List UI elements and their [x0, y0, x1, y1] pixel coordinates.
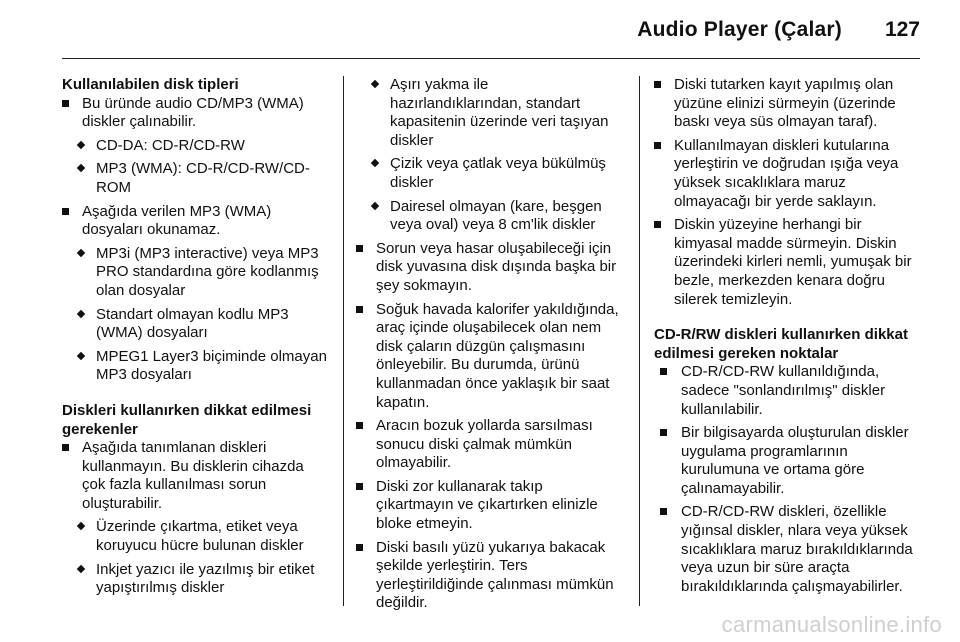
section-heading: Kullanılabilen disk tipleri: [62, 76, 239, 93]
square-bullet-icon: [62, 100, 69, 107]
list-item-text: Sorun veya hasar oluşabileceği için disk yuvasına disk dışında başka bir şey sokmayın.: [376, 239, 617, 294]
page-number: 127: [884, 18, 920, 41]
header-divider: [62, 58, 920, 59]
section-heading: CD-R/RW diskleri kullanırken dikkat edilmesi gereken noktalar: [654, 326, 908, 362]
list-item-text: Aşırı yakma ile hazırlandıklarından, standart kapasitenin üzerinde veri taşıyan diskler: [390, 76, 609, 149]
list-item: [654, 424, 920, 498]
list-item: [356, 417, 622, 473]
sub-list-item: [62, 160, 328, 197]
square-bullet-icon: [356, 483, 363, 490]
square-bullet-icon: [356, 245, 363, 252]
list-item-text: Diski tutarken kayıt yapılmış olan yüzüne elinizi sürmeyin (üzerinde baskı veya süs olmayan taraf).: [674, 76, 896, 131]
square-bullet-icon: [356, 306, 363, 313]
list-item: [654, 137, 920, 211]
list-item: [62, 203, 328, 240]
sub-list-item: [356, 155, 622, 192]
list-item-text: CD-R/CD-RW diskleri, özellikle yığınsal diskler, nlara veya yüksek sıcaklıklara maruz bırakıldıklarında veya uzun bir süre araçta bırakıldıklarında çalışmayabilirler.: [681, 503, 913, 595]
list-item: [356, 478, 622, 534]
list-item-text: Üzerinde çıkartma, etiket veya koruyucu hücre bulunan diskler: [96, 518, 304, 555]
square-bullet-icon: [654, 142, 661, 149]
list-item-text: Inkjet yazıcı ile yazılmış bir etiket yapıştırılmış diskler: [96, 560, 315, 597]
column-divider: [639, 76, 640, 606]
list-item: [654, 216, 920, 309]
list-item: [356, 539, 622, 613]
list-item-text: Diski zor kullanarak takıp çıkartmayın ve çıkartırken elinizle bloke etmeyin.: [376, 477, 598, 533]
list-item: [654, 503, 920, 596]
sub-list-item: [62, 306, 328, 343]
section-heading: Diskleri kullanırken dikkat edilmesi gerekenler: [62, 401, 312, 438]
square-bullet-icon: [356, 544, 363, 551]
square-bullet-icon: [660, 508, 667, 515]
list-item-text: Çizik veya çatlak veya bükülmüş diskler: [390, 155, 606, 191]
square-bullet-icon: [654, 81, 661, 88]
square-bullet-icon: [660, 429, 667, 436]
list-item-text: CD-DA: CD-R/CD-RW: [96, 136, 245, 154]
diamond-bullet-icon: [77, 249, 85, 257]
square-bullet-icon: [62, 208, 69, 215]
list-item-text: Kullanılmayan diskleri kutularına yerleştirin ve doğrudan ışığa veya yüksek sıcaklıklara maruz olmayacağı bir yerde saklayın.: [674, 136, 899, 210]
list-item: [62, 95, 328, 132]
list-item-text: Diski basılı yüzü yukarıya bakacak şekilde yerleştirin. Ters yerleştirildiğinde çalınması mümkün değildir.: [376, 538, 614, 612]
sub-list-item: [62, 137, 328, 156]
square-bullet-icon: [654, 221, 661, 228]
diamond-bullet-icon: [77, 522, 85, 530]
column-2: [356, 76, 622, 618]
square-bullet-icon: [356, 422, 363, 429]
list-item-text: Aşağıda tanımlanan diskleri kullanmayın. Bu disklerin cihazda çok fazla kullanılması sorun oluşturabilir.: [82, 439, 304, 512]
column-1: [62, 76, 328, 603]
sub-list-item: [62, 348, 328, 385]
list-item: [654, 76, 920, 132]
sub-list-item: [356, 76, 622, 150]
page-title: Audio Player (Çalar): [637, 18, 842, 41]
list-item: [356, 301, 622, 413]
list-item-text: Standart olmayan kodlu MP3 (WMA) dosyaları: [96, 305, 289, 342]
diamond-bullet-icon: [77, 164, 85, 172]
list-item: [356, 240, 622, 296]
diamond-bullet-icon: [77, 351, 85, 359]
list-item-text: Dairesel olmayan (kare, beşgen veya oval) veya 8 cm'lik diskler: [390, 197, 602, 234]
diamond-bullet-icon: [77, 141, 85, 149]
sub-list-item: [356, 198, 622, 235]
list-item-text: CD-R/CD-RW kullanıldığında, sadece "sonlandırılmış" diskler kullanılabilir.: [681, 363, 886, 418]
list-item-text: Aşağıda verilen MP3 (WMA) dosyaları okunamaz.: [82, 202, 272, 239]
list-item: [654, 363, 920, 419]
column-3: [654, 76, 920, 601]
square-bullet-icon: [62, 444, 69, 451]
list-item-text: MPEG1 Layer3 biçiminde olmayan MP3 dosyaları: [96, 347, 327, 384]
sub-list-item: [62, 561, 328, 598]
list-item-text: MP3 (WMA): CD-R/CD-RW/CD-ROM: [96, 160, 310, 196]
list-item-text: Diskin yüzeyine herhangi bir kimyasal madde sürmeyin. Diskin üzerindeki kirleri nemli, yumuşak bir bezle, merkezden kenara doğru silerek temizleyin.: [674, 216, 912, 308]
sub-list-item: [62, 518, 328, 555]
square-bullet-icon: [660, 368, 667, 375]
list-item-text: MP3i (MP3 interactive) veya MP3 PRO standardına göre kodlanmış olan dosyalar: [96, 244, 319, 299]
diamond-bullet-icon: [77, 309, 85, 317]
list-item-text: Bir bilgisayarda oluşturulan diskler uygulama programlarının kurulumuna ve ortama göre çalınamayabilir.: [681, 424, 909, 497]
diamond-bullet-icon: [371, 201, 379, 209]
list-item-text: Bu üründe audio CD/MP3 (WMA) diskler çalınabilir.: [82, 94, 304, 131]
diamond-bullet-icon: [77, 564, 85, 572]
list-item-text: Aracın bozuk yollarda sarsılması sonucu diski çalmak mümkün olmayabilir.: [376, 417, 593, 472]
column-divider: [343, 76, 344, 606]
list-item-text: Soğuk havada kalorifer yakıldığında, araç içinde oluşabilecek olan nem disk çaların düzgün çalışmasını önleyebilir. Bu durumda, ürünü kullanmadan önce yaklaşık bir saat kapatın.: [376, 300, 619, 411]
diamond-bullet-icon: [371, 80, 379, 88]
sub-list-item: [62, 245, 328, 301]
watermark-text: carmanualsonline.info: [721, 612, 942, 637]
list-item: [62, 439, 328, 513]
diamond-bullet-icon: [371, 159, 379, 167]
